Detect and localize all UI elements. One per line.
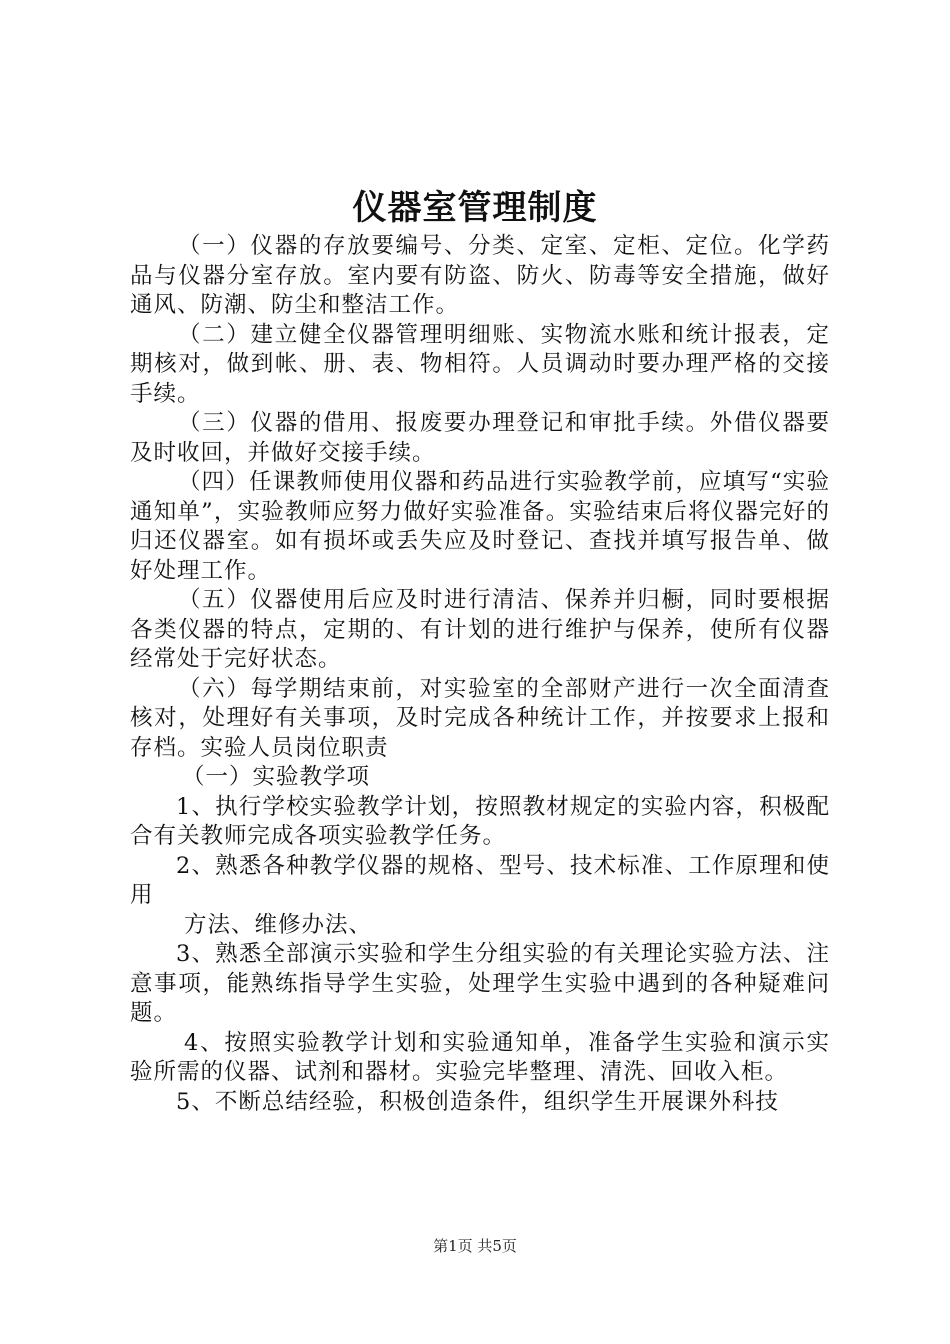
paragraph-item-5: 5、不断总结经验，积极创造条件，组织学生开展课外科技 — [176, 1088, 779, 1115]
page-number-footer: 第1页 共5页 — [433, 1237, 517, 1255]
paragraph-item-4: 4、按照实验教学计划和实验通知单，准备学生实验和演示实验所需的仪器、试剂和器材。实验完毕整理、清洗、回收入柜。 — [130, 1029, 830, 1085]
paragraph-item-2: 2、熟悉各种教学仪器的规格、型号、技术标准、工作原理和使用 — [130, 852, 830, 908]
document-body — [130, 232, 830, 1117]
paragraph-1: （一）仪器的存放要编号、分类、定室、定柜、定位。化学药品与仪器分室存放。室内要有防盗、防火、防毒等安全措施，做好通风、防潮、防尘和整洁工作。 — [130, 233, 830, 318]
document-title: 仪器室管理制度 — [352, 188, 598, 228]
paragraph-item-2-continued: 方法、维修办法、 — [184, 911, 373, 938]
paragraph-2: （二）建立健全仪器管理明细账、实物流水账和统计报表，定期核对，做到帐、册、表、物相符。人员调动时要办理严格的交接手续。 — [130, 321, 830, 407]
paragraph-5: （五）仪器使用后应及时进行清洁、保养并归橱，同时要根据各类仪器的特点，定期的、有计划的进行维护与保养，使所有仪器经常处于完好状态。 — [130, 587, 830, 672]
paragraph-4: （四）任课教师使用仪器和药品进行实验教学前，应填写“实验通知单”，实验教师应努力做好实验准备。实验结束后将仪器完好的归还仪器室。如有损坏或丢失应及时登记、查找并填写报告单、做好处理工作。 — [130, 469, 830, 584]
section-heading: （一）实验教学项 — [182, 764, 371, 790]
paragraph-6: （六）每学期结束前，对实验室的全部财产进行一次全面清查核对，处理好有关事项，及时完成各种统计工作，并按要求上报和存档。实验人员岗位职责 — [130, 675, 830, 761]
paragraph-item-1: 1、执行学校实验教学计划，按照教材规定的实验内容，积极配合有关教师完成各项实验教学任务。 — [130, 793, 830, 849]
paragraph-3: （三）仪器的借用、报废要办理登记和审批手续。外借仪器要及时收回，并做好交接手续。 — [130, 410, 830, 466]
paragraph-item-3: 3、熟悉全部演示实验和学生分组实验的有关理论实验方法、注意事项，能熟练指导学生实验，处理学生实验中遇到的各种疑难问题。 — [130, 941, 830, 1026]
